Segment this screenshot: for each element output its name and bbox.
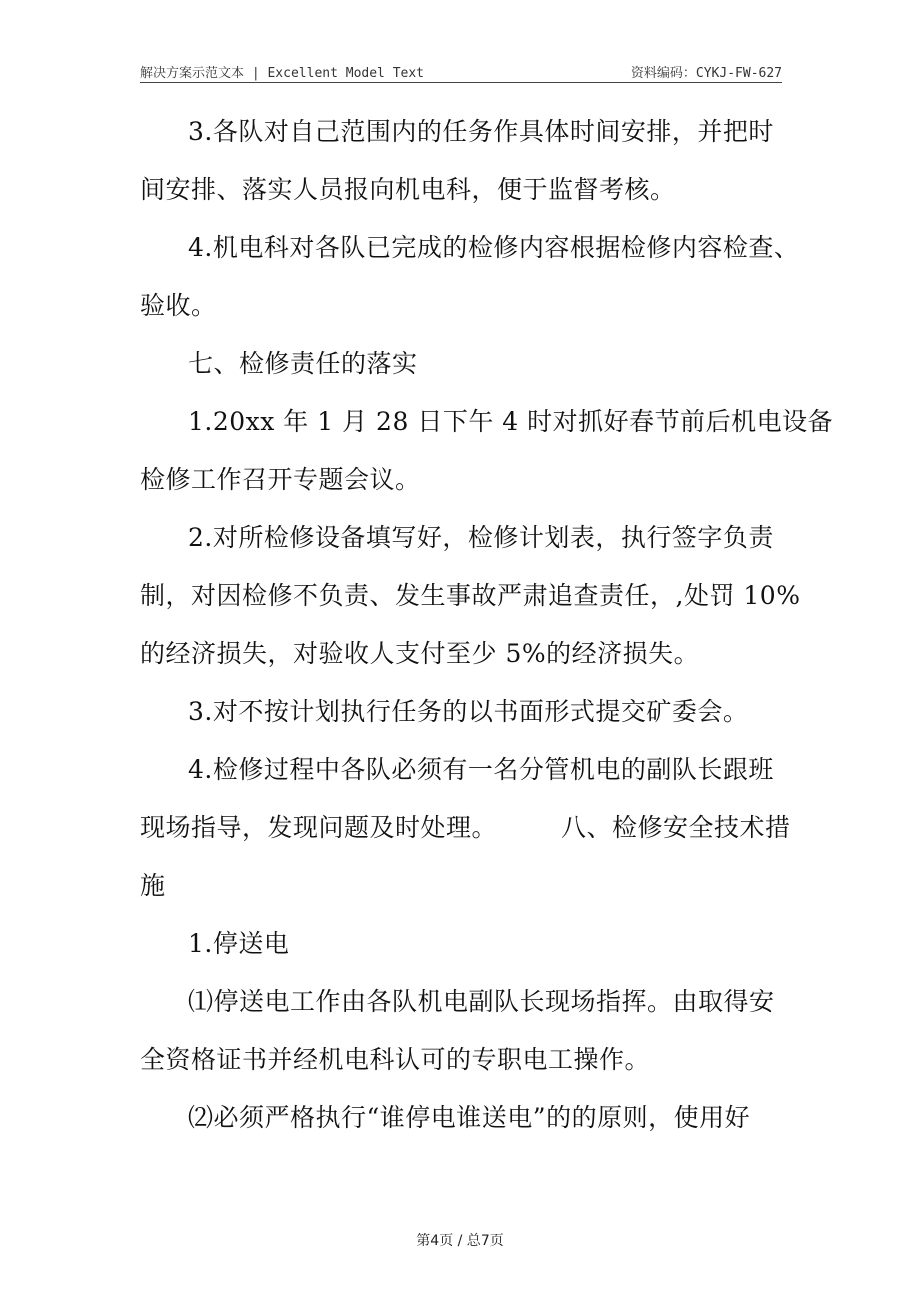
section-subheading: 1.停送电 [188,929,290,958]
paragraph-line: 3.对不按计划执行任务的以书面形式提交矿委会。 [188,697,749,726]
current-page-number: 4 [430,1233,440,1249]
paragraph-line: 2.对所检修设备填写好，检修计划表，执行签字负责 [188,523,774,552]
paragraph-line: 的经济损失，对验收人支付至少 5%的经济损失。 [140,639,700,668]
total-page-count: 7 [480,1233,490,1249]
paragraph-line: 制，对因检修不负责、发生事故严肃追查责任，,处罚 10% [140,581,801,610]
paragraph-line: ⑵必须严格执行“谁停电谁送电”的的原则，使用好 [188,1103,751,1132]
paragraph-line: 检修工作召开专题会议。 [140,465,421,494]
page-header [140,58,782,83]
section-heading: 七、检修责任的落实 [188,349,418,378]
paragraph-line: 3.各队对自己范围内的任务作具体时间安排，并把时 [188,117,774,146]
document-code: 资料编码：CYKJ-FW-627 [630,66,782,81]
page-footer [0,1230,920,1250]
footer-suffix: 页 [489,1233,504,1249]
paragraph-line: 施 [140,871,166,900]
footer-middle: 页 / 总 [439,1233,481,1249]
paragraph-line: 现场指导，发现问题及时处理。 八、检修安全技术措 [140,813,791,842]
paragraph-line: 验收。 [140,291,217,320]
paragraph-line: 4.检修过程中各队必须有一名分管机电的副队长跟班 [188,755,774,784]
footer-prefix: 第 [416,1233,431,1249]
paragraph-line: 1.20xx 年 1 月 28 日下午 4 时对抓好春节前后机电设备 [188,407,834,436]
header-title: 解决方案示范文本 | Excellent Model Text [140,66,425,81]
paragraph-line: 全资格证书并经机电科认可的专职电工操作。 [140,1045,651,1074]
paragraph-line: 间安排、落实人员报向机电科，便于监督考核。 [140,175,676,204]
paragraph-line: ⑴停送电工作由各队机电副队长现场指挥。由取得安 [188,987,775,1016]
paragraph-line: 4.机电科对各队已完成的检修内容根据检修内容检查、 [188,233,800,262]
